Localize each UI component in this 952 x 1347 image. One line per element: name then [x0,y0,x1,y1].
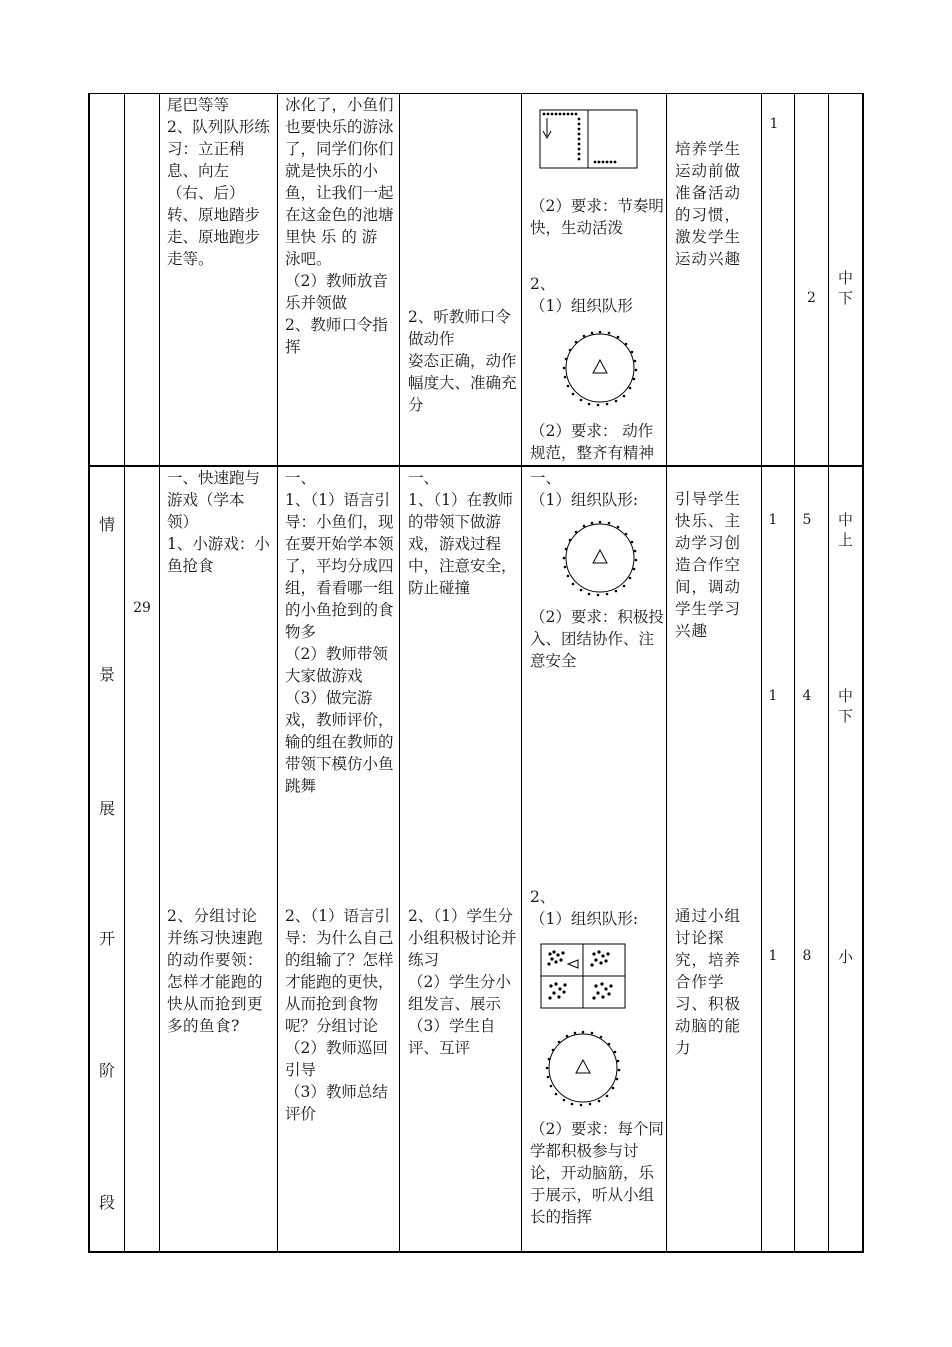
purpose-cell: 引导学生快乐、主动学习创造合作空间，调动学生学习兴趣 [675,490,742,640]
stage-label-char: 情 [98,515,115,534]
group-grid-icon [536,942,628,1010]
teacher-activity-cell: 冰化了，小鱼们也要快乐的游泳了，同学们你们就是快乐的小鱼，让我们一起在这金色的池塘里快 乐 的 游 泳吧。 （2）教师放音乐并领做 2、教师口令指挥 [285,96,394,356]
student-dots-circle-icon [562,330,638,410]
formation-rectangle-icon [535,108,639,170]
organization-requirement-cell: （2）要求：每个同学都积极参与讨论，开动脑筋，乐于展示，听从小组长的指挥 [530,1120,664,1226]
student-activity-cell: 2、听教师口令做动作 姿态正确，动作幅度大、准确充分 [408,308,517,414]
intensity-value: 小 [837,948,853,966]
times-value: 1 [768,948,778,964]
teacher-activity-cell: 2、（1）语言引导：为什么自己的组输了？怎样才能跑的更快，从而抢到食物呢？分组讨论 （2）教师巡回引导 （3）教师总结评价 [285,907,394,1123]
stage-label-char: 景 [98,665,115,684]
organization-requirement-cell: （2）要求：积极投入、团结协作、注意安全 [530,608,664,670]
content-cell: 2、分组讨论并练习快速跑的动作要领：怎样才能跑的快从而抢到更多的鱼食? [167,907,264,1035]
student-dots-circle-icon [562,520,638,600]
organization-requirement-cell: （2）要求：节奏明快，生动活泼 [530,197,664,237]
organization-title-cell: 2、 （1）组织队形: [530,888,639,928]
minutes-value: 2 [807,290,816,306]
stage-label-char: 段 [98,1193,115,1212]
minutes-value: 4 [802,688,812,704]
student-activity-cell: 2、（1）学生分小组积极讨论并练习 （2）学生分小组发言、展示 （3）学生自评、互评 [408,907,517,1057]
stage-label-char: 展 [98,799,115,818]
purpose-cell: 通过小组讨论探究，培养合作学习、积极动脑的能力 [675,907,742,1057]
times-value: 1 [768,688,778,704]
stage-label-char: 阶 [98,1061,115,1080]
intensity-value: 中 下 [837,687,853,725]
times-value: 1 [768,512,778,528]
student-activity-cell: 一、 1、（1）在教师的带领下做游戏，游戏过程中，注意安全，防止碰撞 [408,469,517,597]
times-value: 1 [769,116,779,132]
content-cell: 尾巴等等 2、队列队形练习：立正稍息、向左（右、后）转、原地踏步走、原地跑步走等。 [167,96,270,268]
minutes-value: 5 [802,512,812,528]
intensity-value: 中 下 [837,269,853,307]
purpose-cell: 培养学生运动前做准备活动的习惯，激发学生运动兴趣 [675,140,742,268]
organization-requirement-cell: （2）要求： 动作规范，整齐有精神 [530,422,655,462]
teacher-activity-cell: 一、 1、（1）语言引导：小鱼们，现在要开始学本领了，平均分成四组，看看哪一组的小鱼抢到的食物多 （2）教师带领大家做游戏 （3）做完游戏，教师评价，输的组在教师的带领下模仿小鱼跳舞 [285,469,394,795]
student-dots-circle-icon [545,1030,621,1110]
minutes-value: 8 [802,948,812,964]
stage-label-char: 开 [98,929,115,948]
total-time-value: 29 [133,600,151,616]
content-cell: 一、快速跑与游戏（学本领） 1、小游戏：小鱼抢食 [167,469,270,575]
organization-title-cell: 2、 （1）组织队形 [530,275,633,315]
intensity-value: 中 上 [837,511,853,549]
organization-title-cell: 一、 （1）组织队形: [530,469,639,509]
